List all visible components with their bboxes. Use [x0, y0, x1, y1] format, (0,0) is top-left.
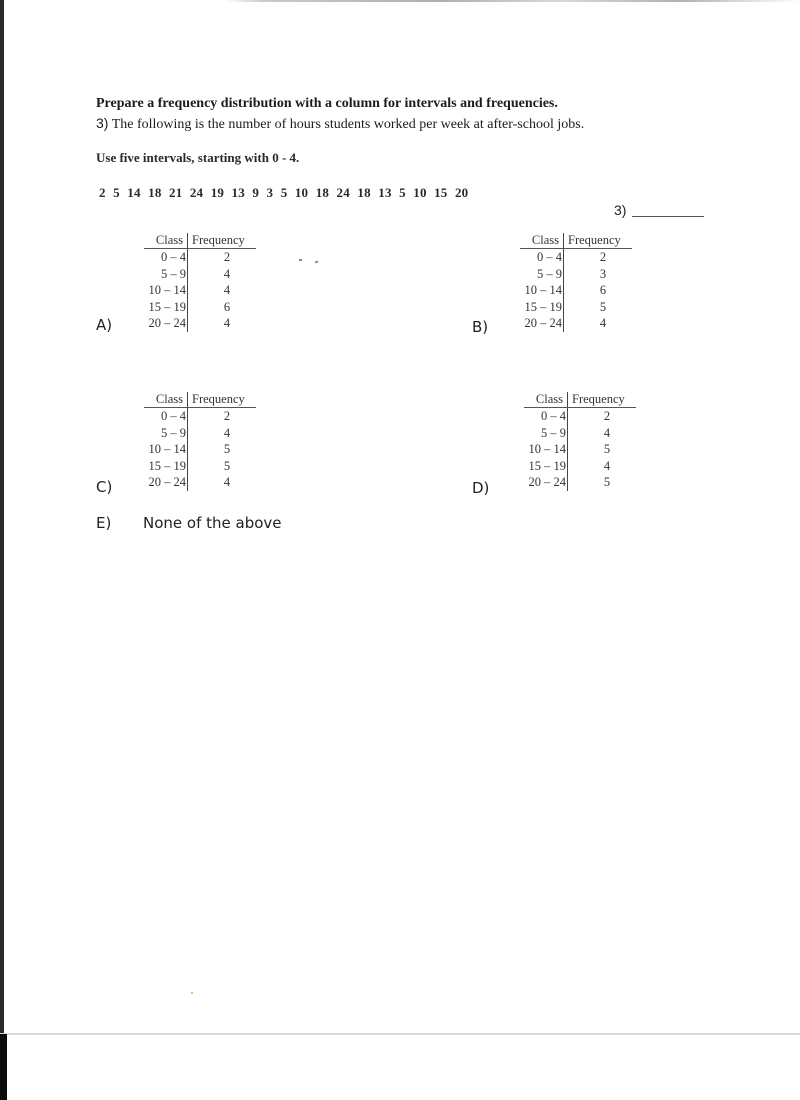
class-cell: 20 – 24	[520, 315, 564, 332]
option-a-table	[144, 233, 256, 332]
answer-blank[interactable]	[614, 202, 704, 218]
class-cell: 20 – 24	[144, 474, 188, 491]
option-b-table	[520, 233, 632, 332]
interval-instruction: Use five intervals, starting with 0 - 4.	[96, 150, 300, 165]
option-e-text: None of the above	[143, 514, 282, 532]
scan-speck	[315, 260, 319, 263]
frequency-cell: 4	[603, 425, 611, 440]
frequency-cell: 2	[599, 250, 607, 264]
frequency-cell: 5	[599, 299, 607, 314]
scan-speck	[191, 992, 193, 994]
table-row	[144, 425, 256, 442]
option-a-letter: A)	[96, 316, 113, 334]
table-row	[144, 474, 256, 491]
question-body: The following is the number of hours students worked per week at after-school jobs.	[111, 117, 585, 132]
class-cell: 15 – 19	[144, 299, 188, 316]
frequency-cell: 5	[603, 442, 611, 456]
instructions-heading: Prepare a frequency distribution with a column for intervals and frequencies.	[96, 96, 558, 111]
class-cell: 20 – 24	[144, 315, 188, 332]
table-row	[524, 425, 636, 442]
class-header: Class	[144, 233, 188, 249]
table-row	[520, 299, 632, 316]
data-values: 2 5 14 18 21 24 19 13 9 3 5 10 18 24 18 13 5 10 15 20	[99, 185, 469, 200]
scan-edge-left-bottom	[0, 1034, 7, 1100]
option-e-letter: E)	[96, 514, 112, 532]
table-row	[520, 249, 632, 266]
frequency-header: Frequency	[568, 392, 637, 408]
class-cell: 5 – 9	[144, 425, 188, 442]
frequency-cell: 4	[223, 475, 231, 489]
frequency-cell: 4	[223, 316, 231, 330]
class-header: Class	[520, 233, 564, 249]
frequency-cell: 4	[223, 266, 231, 281]
class-cell: 0 – 4	[524, 408, 568, 425]
table-row	[524, 474, 636, 491]
option-c-table	[144, 392, 256, 491]
table-row	[520, 266, 632, 283]
table-row	[144, 266, 256, 283]
answer-line[interactable]	[632, 216, 704, 217]
class-header: Class	[524, 392, 568, 408]
table-row	[144, 408, 256, 425]
option-b-letter: B)	[472, 318, 489, 336]
frequency-cell: 5	[603, 475, 611, 489]
frequency-cell: 4	[599, 316, 607, 330]
frequency-cell: 5	[223, 458, 231, 473]
class-cell: 10 – 14	[144, 282, 188, 299]
table-row	[144, 441, 256, 458]
scan-edge-top	[0, 0, 800, 2]
scan-page-edge	[0, 1033, 800, 1035]
option-d-letter: D)	[472, 479, 490, 497]
table-row	[144, 458, 256, 475]
class-cell: 5 – 9	[520, 266, 564, 283]
class-cell: 10 – 14	[144, 441, 188, 458]
frequency-header: Frequency	[188, 233, 257, 249]
option-d-table	[524, 392, 636, 491]
class-cell: 0 – 4	[144, 249, 188, 266]
table-row	[144, 249, 256, 266]
class-cell: 0 – 4	[520, 249, 564, 266]
frequency-cell: 2	[223, 250, 231, 264]
class-cell: 15 – 19	[520, 299, 564, 316]
frequency-cell: 6	[599, 283, 607, 297]
class-cell: 15 – 19	[144, 458, 188, 475]
frequency-cell: 6	[223, 299, 231, 314]
frequency-cell: 2	[223, 409, 231, 423]
scan-speck	[299, 259, 302, 261]
table-row	[524, 458, 636, 475]
table-row	[524, 441, 636, 458]
class-cell: 5 – 9	[144, 266, 188, 283]
question-text	[96, 115, 584, 133]
table-row	[524, 408, 636, 425]
class-cell: 15 – 19	[524, 458, 568, 475]
frequency-cell: 3	[599, 266, 607, 281]
table-row	[520, 282, 632, 299]
frequency-header: Frequency	[188, 392, 257, 408]
table-row	[520, 315, 632, 332]
frequency-cell: 4	[223, 283, 231, 297]
class-header: Class	[144, 392, 188, 408]
frequency-cell: 5	[223, 442, 231, 456]
table-row	[144, 315, 256, 332]
class-cell: 10 – 14	[520, 282, 564, 299]
class-cell: 10 – 14	[524, 441, 568, 458]
scan-edge-left	[0, 0, 4, 1035]
class-cell: 20 – 24	[524, 474, 568, 491]
option-c-letter: C)	[96, 478, 113, 496]
frequency-header: Frequency	[564, 233, 633, 249]
frequency-cell: 2	[603, 409, 611, 423]
table-row	[144, 299, 256, 316]
class-cell: 0 – 4	[144, 408, 188, 425]
question-number: 3)	[96, 115, 109, 131]
answer-label: 3)	[614, 202, 627, 218]
class-cell: 5 – 9	[524, 425, 568, 442]
frequency-cell: 4	[603, 458, 611, 473]
frequency-cell: 4	[223, 425, 231, 440]
table-row	[144, 282, 256, 299]
